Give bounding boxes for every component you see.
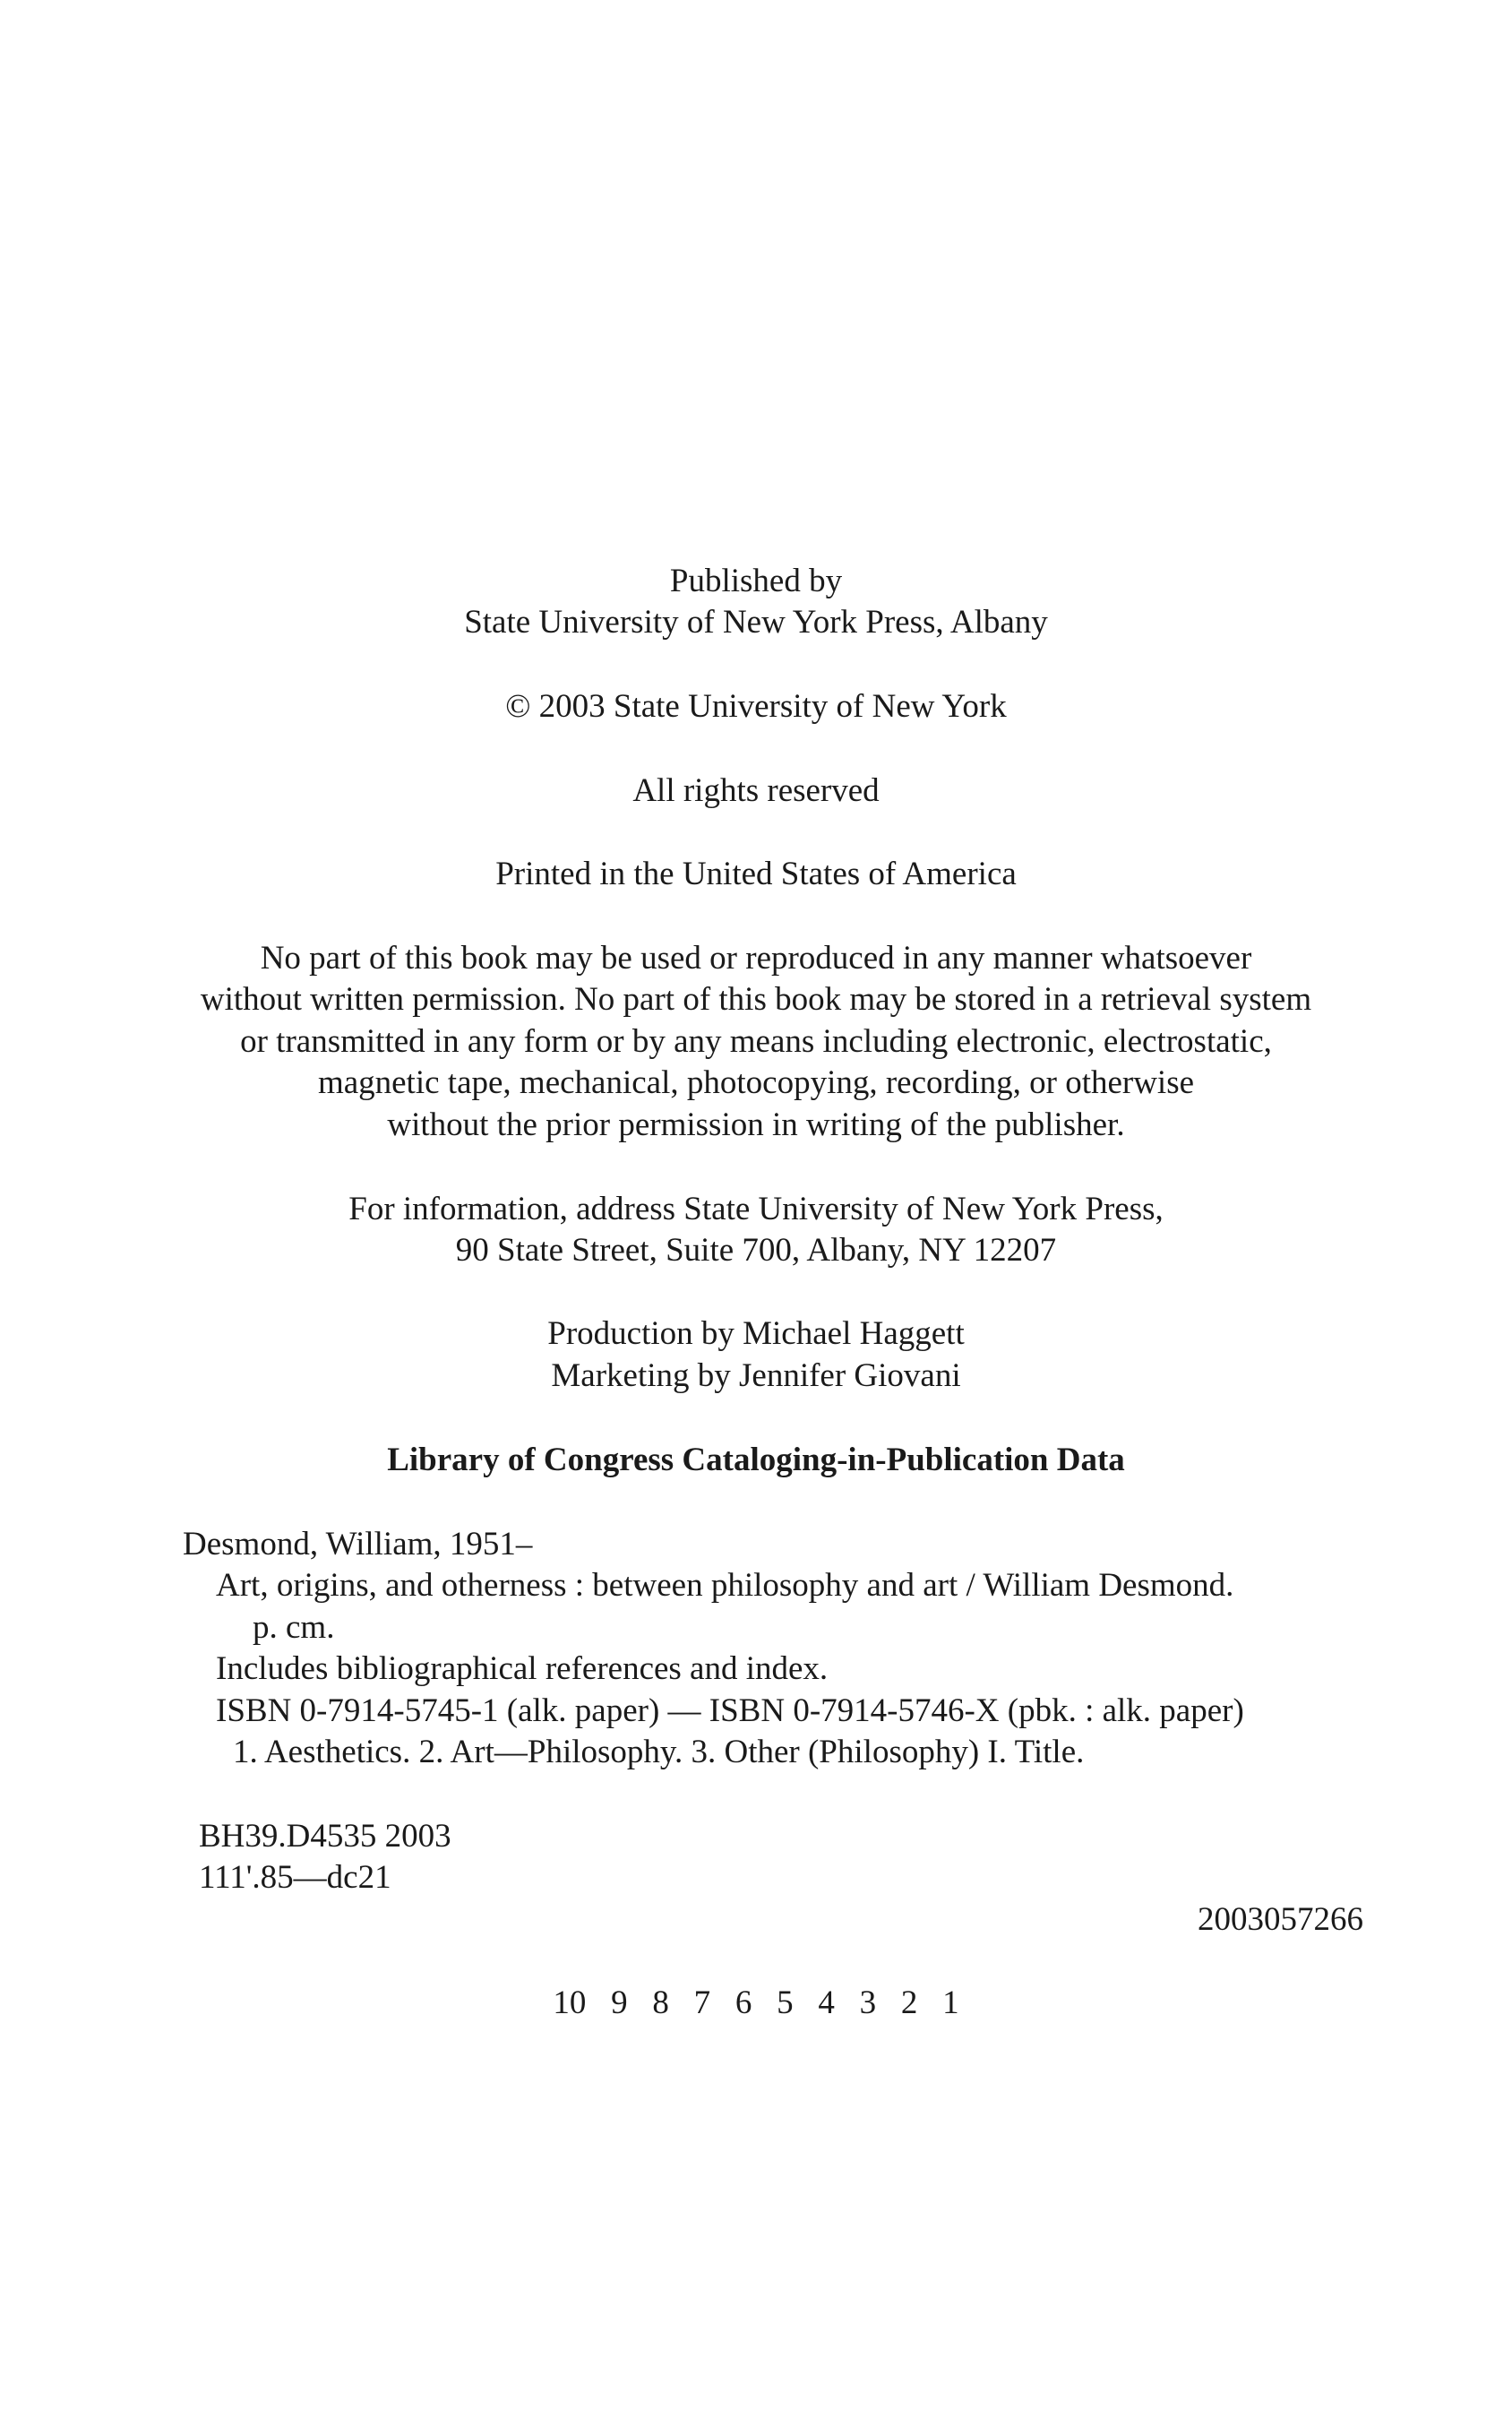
cip-lc-class: BH39.D4535 2003 xyxy=(199,1818,451,1855)
notice-line-5: without the prior permission in writing of the publisher. xyxy=(387,1106,1125,1143)
notice-line-4: magnetic tape, mechanical, photocopying, recording, or otherwise xyxy=(317,1064,1195,1101)
info-line-2: 90 State Street, Suite 700, Albany, NY 12207 xyxy=(455,1232,1057,1269)
cip-lccn: 2003057266 xyxy=(1198,1901,1363,1938)
notice-line-2: without written permission. No part of this book may be stored in a retrieval system xyxy=(200,981,1312,1018)
copyright-line: © 2003 State University of New York xyxy=(505,688,1007,725)
publisher-line-2: State University of New York Press, Albany xyxy=(464,604,1048,641)
cip-isbn: ISBN 0-7914-5745-1 (alk. paper) — ISBN 0-7914-5746-X (pbk. : alk. paper) xyxy=(216,1692,1244,1729)
printed-line: Printed in the United States of America xyxy=(495,856,1017,892)
cip-subjects: 1. Aesthetics. 2. Art—Philosophy. 3. Other (Philosophy) I. Title. xyxy=(233,1734,1085,1770)
cip-title: Art, origins, and otherness : between philosophy and art / William Desmond. xyxy=(216,1567,1234,1604)
publisher-line-1: Published by xyxy=(669,563,843,599)
cip-includes: Includes bibliographical references and index. xyxy=(216,1650,829,1687)
cip-pages: p. cm. xyxy=(253,1609,335,1646)
cip-dewey: 111'.85—dc21 xyxy=(199,1859,391,1896)
printing-line: 10 9 8 7 6 5 4 3 2 1 xyxy=(553,1984,959,2021)
cip-author: Desmond, William, 1951– xyxy=(183,1526,533,1562)
notice-line-3: or transmitted in any form or by any means including electronic, electrostatic, xyxy=(240,1023,1272,1060)
info-line-1: For information, address State University of New York Press, xyxy=(348,1191,1164,1227)
rights-line: All rights reserved xyxy=(632,772,880,809)
credits-marketing: Marketing by Jennifer Giovani xyxy=(551,1357,961,1394)
cip-heading: Library of Congress Cataloging-in-Publication Data xyxy=(387,1442,1125,1478)
notice-line-1: No part of this book may be used or reproduced in any manner whatsoever xyxy=(260,940,1252,977)
credits-production: Production by Michael Haggett xyxy=(547,1315,965,1352)
